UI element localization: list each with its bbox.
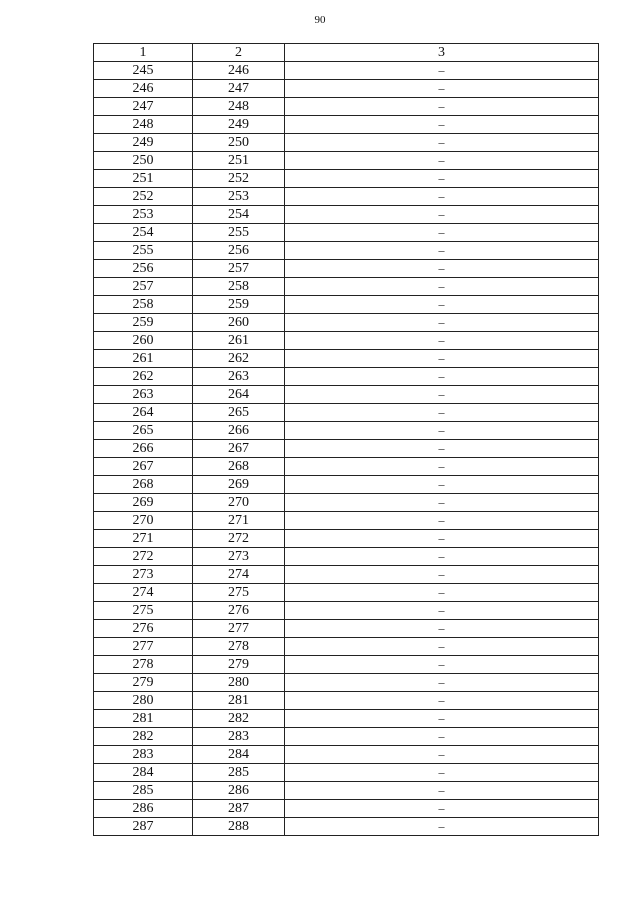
table-cell-col-3: – bbox=[285, 494, 599, 512]
table-cell-col-2: 285 bbox=[193, 764, 285, 782]
table-row bbox=[94, 638, 599, 656]
table-cell-col-3: – bbox=[285, 260, 599, 278]
table-row bbox=[94, 278, 599, 296]
table-row bbox=[94, 476, 599, 494]
table-cell-col-1: 259 bbox=[94, 314, 193, 332]
table-cell-col-2: 280 bbox=[193, 674, 285, 692]
table-cell-col-2: 252 bbox=[193, 170, 285, 188]
table-cell-col-1: 277 bbox=[94, 638, 193, 656]
table-row bbox=[94, 134, 599, 152]
table-cell-col-3: – bbox=[285, 386, 599, 404]
table-cell-col-3: – bbox=[285, 782, 599, 800]
table-cell-col-2: 278 bbox=[193, 638, 285, 656]
table-cell-col-3: – bbox=[285, 710, 599, 728]
table-cell-col-2: 267 bbox=[193, 440, 285, 458]
table-cell-col-1: 273 bbox=[94, 566, 193, 584]
table-cell-col-3: – bbox=[285, 458, 599, 476]
table-cell-col-2: 268 bbox=[193, 458, 285, 476]
table-cell-col-2: 273 bbox=[193, 548, 285, 566]
table-cell-col-3: – bbox=[285, 692, 599, 710]
table-row bbox=[94, 80, 599, 98]
table-row bbox=[94, 422, 599, 440]
table-cell-col-1: 278 bbox=[94, 656, 193, 674]
table-row bbox=[94, 458, 599, 476]
table-cell-col-3: – bbox=[285, 422, 599, 440]
table-cell-col-1: 260 bbox=[94, 332, 193, 350]
table-cell-col-2: 261 bbox=[193, 332, 285, 350]
table-cell-col-3: – bbox=[285, 512, 599, 530]
table-cell-col-2: 265 bbox=[193, 404, 285, 422]
table-cell-col-1: 287 bbox=[94, 818, 193, 836]
table-row bbox=[94, 404, 599, 422]
table-cell-col-1: 256 bbox=[94, 260, 193, 278]
table-cell-col-1: 286 bbox=[94, 800, 193, 818]
table-cell-col-1: 276 bbox=[94, 620, 193, 638]
table-cell-col-2: 284 bbox=[193, 746, 285, 764]
table-cell-col-2: 253 bbox=[193, 188, 285, 206]
table-cell-col-2: 276 bbox=[193, 602, 285, 620]
table-cell-col-1: 249 bbox=[94, 134, 193, 152]
table-row bbox=[94, 242, 599, 260]
table-cell-col-2: 260 bbox=[193, 314, 285, 332]
table-cell-col-2: 286 bbox=[193, 782, 285, 800]
table-cell-col-2: 247 bbox=[193, 80, 285, 98]
table-cell-col-1: 280 bbox=[94, 692, 193, 710]
table-row bbox=[94, 206, 599, 224]
table-cell-col-1: 247 bbox=[94, 98, 193, 116]
table-cell-col-2: 257 bbox=[193, 260, 285, 278]
table-cell-col-3: – bbox=[285, 818, 599, 836]
table-cell-col-2: 250 bbox=[193, 134, 285, 152]
table-cell-col-3: – bbox=[285, 80, 599, 98]
table-cell-col-3: – bbox=[285, 368, 599, 386]
table-cell-col-2: 271 bbox=[193, 512, 285, 530]
table-cell-col-1: 267 bbox=[94, 458, 193, 476]
table-cell-col-2: 248 bbox=[193, 98, 285, 116]
table-cell-col-1: 257 bbox=[94, 278, 193, 296]
table-cell-col-1: 270 bbox=[94, 512, 193, 530]
table-row bbox=[94, 494, 599, 512]
table-cell-col-1: 264 bbox=[94, 404, 193, 422]
table-cell-col-1: 268 bbox=[94, 476, 193, 494]
table-cell-col-2: 288 bbox=[193, 818, 285, 836]
table-row bbox=[94, 548, 599, 566]
table-row bbox=[94, 98, 599, 116]
table-cell-col-3: – bbox=[285, 98, 599, 116]
table-row bbox=[94, 440, 599, 458]
table-row bbox=[94, 728, 599, 746]
table-row bbox=[94, 62, 599, 80]
table-cell-col-1: 281 bbox=[94, 710, 193, 728]
table-cell-col-3: – bbox=[285, 170, 599, 188]
table-row bbox=[94, 296, 599, 314]
table-cell-col-3: – bbox=[285, 530, 599, 548]
table-row bbox=[94, 368, 599, 386]
table-cell-col-3: – bbox=[285, 404, 599, 422]
table-row bbox=[94, 710, 599, 728]
table-cell-col-3: – bbox=[285, 242, 599, 260]
table-row bbox=[94, 674, 599, 692]
table-cell-col-2: 269 bbox=[193, 476, 285, 494]
table-cell-col-2: 262 bbox=[193, 350, 285, 368]
table-row bbox=[94, 152, 599, 170]
table-cell-col-3: – bbox=[285, 800, 599, 818]
table-row bbox=[94, 692, 599, 710]
table-row bbox=[94, 188, 599, 206]
table-body bbox=[94, 62, 599, 836]
table-cell-col-1: 279 bbox=[94, 674, 193, 692]
table-cell-col-1: 254 bbox=[94, 224, 193, 242]
table-row bbox=[94, 260, 599, 278]
table-cell-col-3: – bbox=[285, 566, 599, 584]
table-cell-col-1: 246 bbox=[94, 80, 193, 98]
column-header-3: 3 bbox=[285, 44, 599, 62]
table-row bbox=[94, 386, 599, 404]
table-cell-col-1: 261 bbox=[94, 350, 193, 368]
table-cell-col-3: – bbox=[285, 440, 599, 458]
table-cell-col-3: – bbox=[285, 314, 599, 332]
table-cell-col-3: – bbox=[285, 728, 599, 746]
table-cell-col-3: – bbox=[285, 188, 599, 206]
table-row bbox=[94, 170, 599, 188]
table-cell-col-2: 287 bbox=[193, 800, 285, 818]
table-cell-col-3: – bbox=[285, 602, 599, 620]
table-cell-col-3: – bbox=[285, 62, 599, 80]
table-cell-col-3: – bbox=[285, 134, 599, 152]
table-cell-col-1: 255 bbox=[94, 242, 193, 260]
table-cell-col-3: – bbox=[285, 476, 599, 494]
table-cell-col-3: – bbox=[285, 656, 599, 674]
table-row bbox=[94, 782, 599, 800]
table-cell-col-1: 248 bbox=[94, 116, 193, 134]
table-cell-col-1: 251 bbox=[94, 170, 193, 188]
table-cell-col-3: – bbox=[285, 764, 599, 782]
table-cell-col-1: 266 bbox=[94, 440, 193, 458]
table-cell-col-2: 283 bbox=[193, 728, 285, 746]
table-cell-col-1: 250 bbox=[94, 152, 193, 170]
table-row bbox=[94, 116, 599, 134]
page-number: 90 bbox=[314, 14, 326, 26]
table-cell-col-3: – bbox=[285, 584, 599, 602]
table-cell-col-2: 259 bbox=[193, 296, 285, 314]
table-cell-col-1: 263 bbox=[94, 386, 193, 404]
table-cell-col-3: – bbox=[285, 224, 599, 242]
table-cell-col-3: – bbox=[285, 332, 599, 350]
table-cell-col-1: 275 bbox=[94, 602, 193, 620]
table-cell-col-3: – bbox=[285, 116, 599, 134]
table-row bbox=[94, 530, 599, 548]
table-cell-col-2: 256 bbox=[193, 242, 285, 260]
table-cell-col-1: 283 bbox=[94, 746, 193, 764]
table-cell-col-3: – bbox=[285, 674, 599, 692]
table-cell-col-2: 281 bbox=[193, 692, 285, 710]
table-header-row bbox=[94, 44, 599, 62]
table-cell-col-1: 253 bbox=[94, 206, 193, 224]
table-cell-col-2: 264 bbox=[193, 386, 285, 404]
table-row bbox=[94, 224, 599, 242]
table-row bbox=[94, 764, 599, 782]
column-header-1: 1 bbox=[94, 44, 193, 62]
table-cell-col-2: 266 bbox=[193, 422, 285, 440]
table-cell-col-2: 258 bbox=[193, 278, 285, 296]
table-cell-col-3: – bbox=[285, 638, 599, 656]
table-cell-col-3: – bbox=[285, 350, 599, 368]
table-cell-col-1: 285 bbox=[94, 782, 193, 800]
table-row bbox=[94, 584, 599, 602]
table-row bbox=[94, 512, 599, 530]
table-cell-col-3: – bbox=[285, 206, 599, 224]
table-row bbox=[94, 800, 599, 818]
table-cell-col-1: 265 bbox=[94, 422, 193, 440]
table-cell-col-2: 272 bbox=[193, 530, 285, 548]
table-cell-col-2: 282 bbox=[193, 710, 285, 728]
table-cell-col-3: – bbox=[285, 278, 599, 296]
table-cell-col-2: 255 bbox=[193, 224, 285, 242]
table-cell-col-2: 275 bbox=[193, 584, 285, 602]
table-cell-col-1: 272 bbox=[94, 548, 193, 566]
table-row bbox=[94, 620, 599, 638]
table-row bbox=[94, 314, 599, 332]
table-cell-col-1: 252 bbox=[94, 188, 193, 206]
table-cell-col-1: 282 bbox=[94, 728, 193, 746]
column-header-2: 2 bbox=[193, 44, 285, 62]
table-header bbox=[94, 44, 599, 62]
table-cell-col-2: 270 bbox=[193, 494, 285, 512]
table-cell-col-1: 245 bbox=[94, 62, 193, 80]
table-cell-col-2: 251 bbox=[193, 152, 285, 170]
table-cell-col-1: 269 bbox=[94, 494, 193, 512]
table-cell-col-2: 249 bbox=[193, 116, 285, 134]
table-cell-col-2: 246 bbox=[193, 62, 285, 80]
table-row bbox=[94, 656, 599, 674]
table-cell-col-1: 274 bbox=[94, 584, 193, 602]
table-row bbox=[94, 602, 599, 620]
table-cell-col-1: 271 bbox=[94, 530, 193, 548]
table-cell-col-2: 274 bbox=[193, 566, 285, 584]
table-row bbox=[94, 566, 599, 584]
data-table bbox=[93, 43, 599, 836]
table-row bbox=[94, 332, 599, 350]
table-cell-col-1: 258 bbox=[94, 296, 193, 314]
table-row bbox=[94, 350, 599, 368]
table-cell-col-3: – bbox=[285, 296, 599, 314]
table-cell-col-3: – bbox=[285, 620, 599, 638]
table-cell-col-1: 284 bbox=[94, 764, 193, 782]
table-cell-col-2: 263 bbox=[193, 368, 285, 386]
table-cell-col-3: – bbox=[285, 746, 599, 764]
table-cell-col-3: – bbox=[285, 152, 599, 170]
table-cell-col-2: 279 bbox=[193, 656, 285, 674]
table-cell-col-3: – bbox=[285, 548, 599, 566]
table-cell-col-1: 262 bbox=[94, 368, 193, 386]
table-cell-col-2: 277 bbox=[193, 620, 285, 638]
table-cell-col-2: 254 bbox=[193, 206, 285, 224]
table-row bbox=[94, 746, 599, 764]
table-row bbox=[94, 818, 599, 836]
